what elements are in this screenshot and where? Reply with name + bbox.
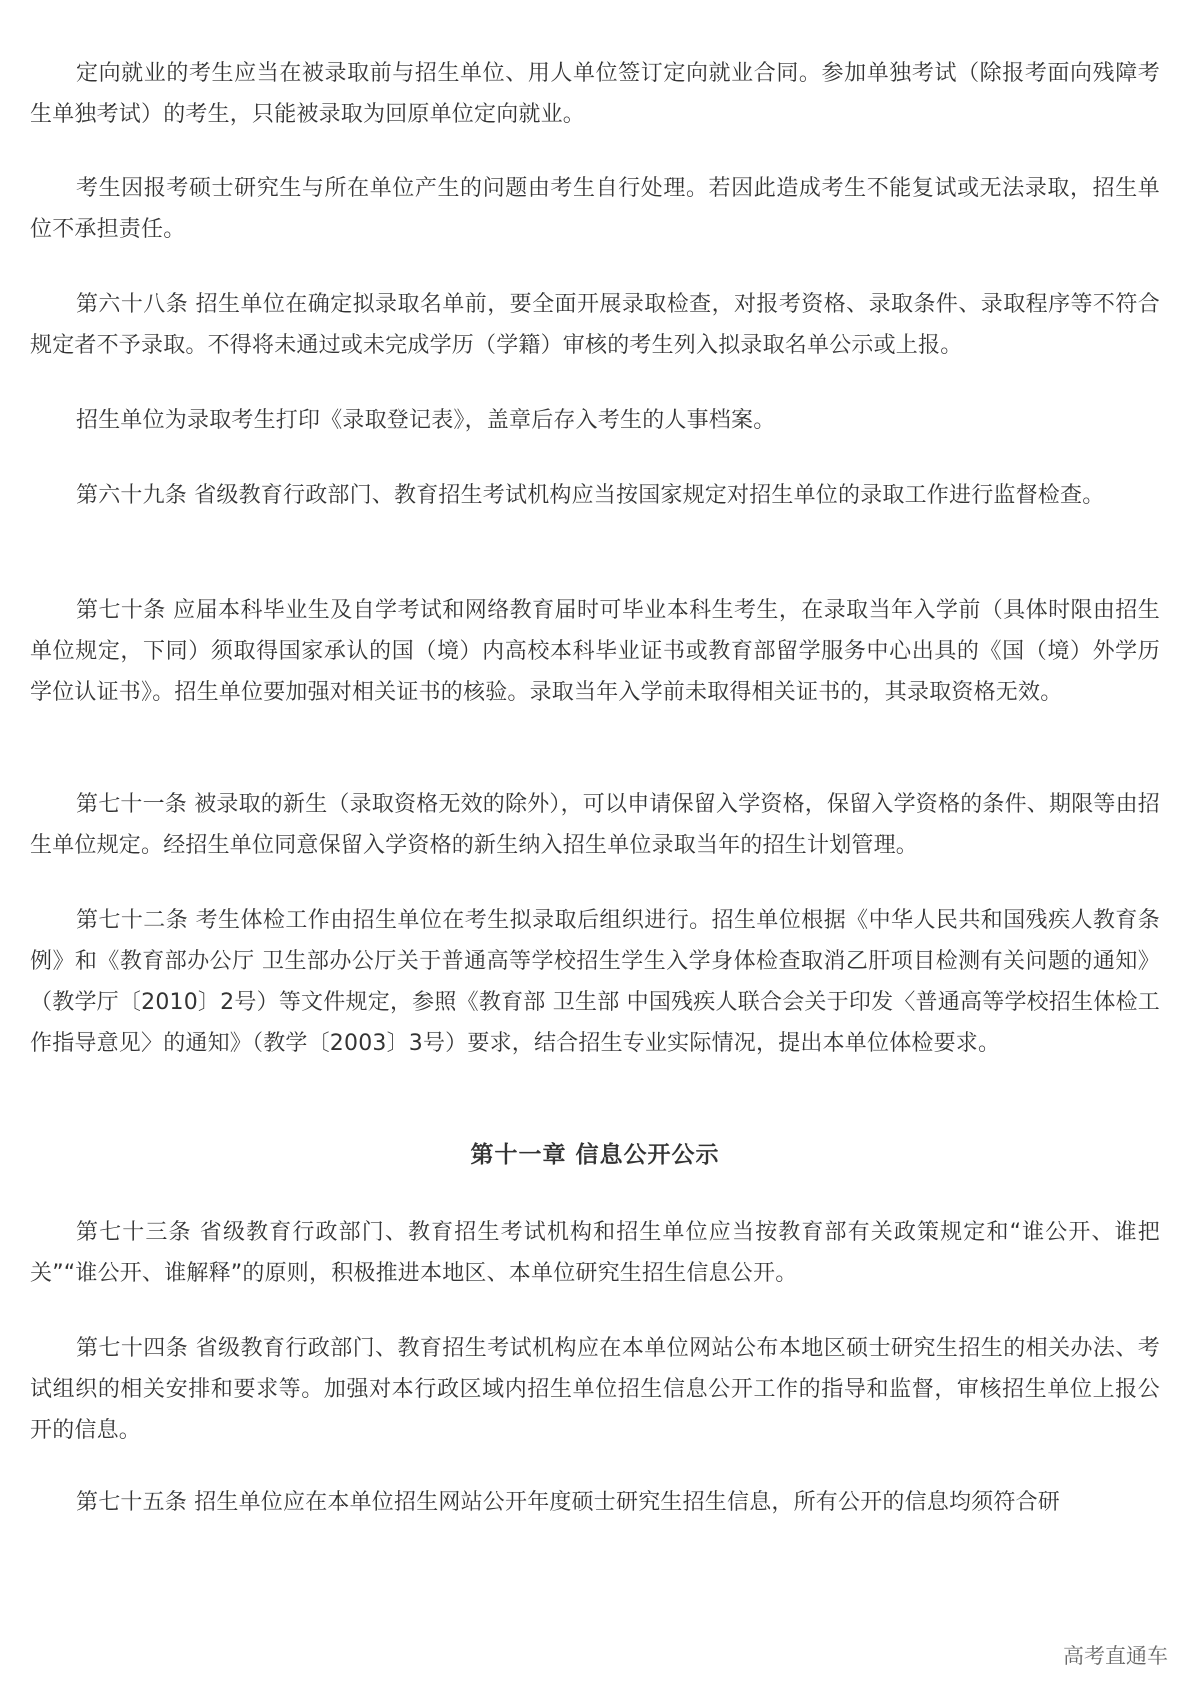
paragraph-admission-form: 招生单位为录取考生打印《录取登记表》，盖章后存入考生的人事档案。 [76, 408, 776, 433]
paragraph-article-71: 第七十一条 被录取的新生（录取资格无效的除外），可以申请保留入学资格，保留入学资格的条件、期限等由招生单位规定。经招生单位同意保留入学资格的新生纳入招生单位录取当年的招生计划管理。 [30, 792, 1160, 858]
paragraph-directed-employment: 定向就业的考生应当在被录取前与招生单位、用人单位签订定向就业合同。参加单独考试（除报考面向残障考生单独考试）的考生，只能被录取为回原单位定向就业。 [30, 61, 1160, 127]
paragraph-article-74: 第七十四条 省级教育行政部门、教育招生考试机构应在本单位网站公布本地区硕士研究生招生的相关办法、考试组织的相关安排和要求等。加强对本行政区域内招生单位招生信息公开工作的指导和监督，审核招生单位上报公开的信息。 [30, 1336, 1160, 1443]
paragraph-unit-issues: 考生因报考硕士研究生与所在单位产生的问题由考生自行处理。若因此造成考生不能复试或无法录取，招生单位不承担责任。 [30, 176, 1160, 242]
paragraph-article-68: 第六十八条 招生单位在确定拟录取名单前，要全面开展录取检查，对报考资格、录取条件、录取程序等不符合规定者不予录取。不得将未通过或未完成学历（学籍）审核的考生列入拟录取名单公示或上报。 [30, 292, 1160, 358]
paragraph-article-69: 第六十九条 省级教育行政部门、教育招生考试机构应当按国家规定对招生单位的录取工作进行监督检查。 [76, 483, 1105, 508]
paragraph-article-70: 第七十条 应届本科毕业生及自学考试和网络教育届时可毕业本科生考生，在录取当年入学前（具体时限由招生单位规定，下同）须取得国家承认的国（境）内高校本科毕业证书或教育部留学服务中心出具的《国（境）外学历学位认证书》。招生单位要加强对相关证书的核验。录取当年入学前未取得相关证书的，其录取资格无效。 [30, 598, 1160, 705]
watermark-text: 高考直通车 [1063, 1644, 1168, 1668]
chapter-heading: 第十一章 信息公开公示 [470, 1142, 720, 1168]
paragraph-article-72: 第七十二条 考生体检工作由招生单位在考生拟录取后组织进行。招生单位根据《中华人民共和国残疾人教育条例》和《教育部办公厅 卫生部办公厅关于普通高等学校招生学生入学身体检查取消乙肝项目检测有关问题的通知》（教学厅〔2010〕2号）等文件规定，参照《教育部 卫生部 中国残疾人联合会关于印发〈普通高等学校招生体检工作指导意见〉的通知》（教学〔2003〕3号）要求，结合招生专业实际情况，提出本单位体检要求。 [30, 908, 1160, 1056]
paragraph-article-73: 第七十三条 省级教育行政部门、教育招生考试机构和招生单位应当按教育部有关政策规定和“谁公开、谁把关”“谁公开、谁解释”的原则，积极推进本地区、本单位研究生招生信息公开。 [30, 1220, 1160, 1286]
paragraph-article-75: 第七十五条 招生单位应在本单位招生网站公开年度硕士研究生招生信息，所有公开的信息均须符合研 [76, 1490, 1060, 1515]
